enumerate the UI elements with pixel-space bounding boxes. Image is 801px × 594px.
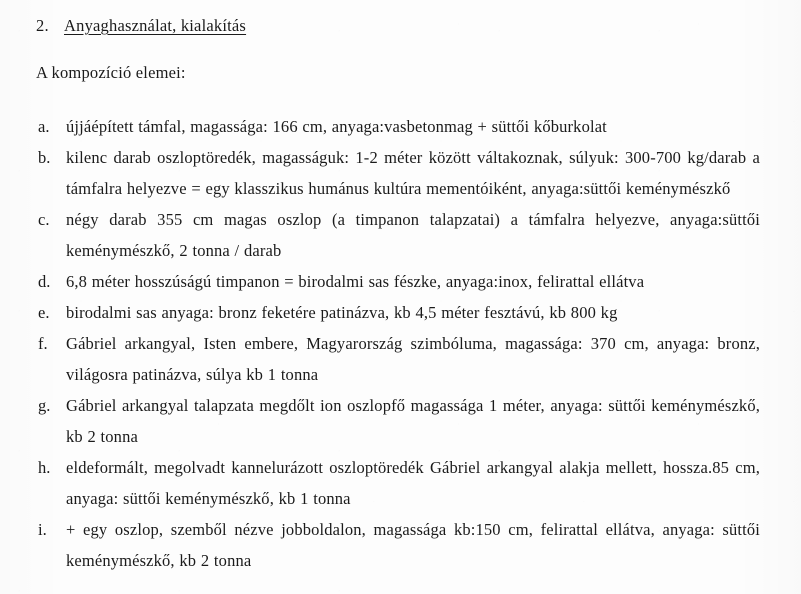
document-content bbox=[36, 12, 760, 576]
list-item-marker: b. bbox=[38, 148, 51, 167]
list-item bbox=[36, 390, 760, 452]
list-item-text: négy darab 355 cm magas oszlop (a timpanon talapzatai) a támfalra helyezve, anyaga:süttői keménymészkő, 2 tonna / darab bbox=[66, 210, 760, 260]
section-title: Anyaghasználat, kialakítás bbox=[64, 16, 247, 35]
list-item bbox=[36, 328, 760, 390]
section-heading bbox=[36, 12, 760, 40]
list-item bbox=[36, 297, 760, 328]
list-item-marker: g. bbox=[38, 396, 51, 415]
list-item-marker: i. bbox=[38, 520, 47, 539]
list-item bbox=[36, 204, 760, 266]
list-item bbox=[36, 142, 760, 204]
composition-element-list bbox=[36, 111, 760, 576]
list-item-text: újjáépített támfal, magassága: 166 cm, anyaga:vasbetonmag + süttői kőburkolat bbox=[66, 117, 607, 136]
intro-paragraph: A kompozíció elemei: bbox=[36, 63, 186, 82]
list-item-text: Gábriel arkangyal talapzata megdőlt ion oszlopfő magassága 1 méter, anyaga: süttői keménymészkő, kb 2 tonna bbox=[66, 396, 760, 446]
list-item-marker: e. bbox=[38, 303, 50, 322]
list-item-marker: c. bbox=[38, 210, 50, 229]
list-item bbox=[36, 514, 760, 576]
list-item bbox=[36, 452, 760, 514]
list-item bbox=[36, 266, 760, 297]
list-item-text: kilenc darab oszloptöredék, magasságuk: 1-2 méter között váltakoznak, súlyuk: 300-700 kg/darab a támfalra helyezve = egy klasszikus humánus kultúra mementóiként, anyaga:süttői keménymészkő bbox=[66, 148, 760, 198]
list-item-text: birodalmi sas anyaga: bronz feketére patinázva, kb 4,5 méter fesztávú, kb 800 kg bbox=[66, 303, 618, 322]
list-item-marker: a. bbox=[38, 117, 50, 136]
section-number: 2. bbox=[36, 16, 49, 35]
list-item-text: + egy oszlop, szemből nézve jobboldalon, magassága kb:150 cm, felirattal ellátva, anyaga: süttői keménymészkő, kb 2 tonna bbox=[66, 520, 760, 570]
list-item-marker: h. bbox=[38, 458, 51, 477]
list-item bbox=[36, 111, 760, 142]
list-item-marker: f. bbox=[38, 334, 48, 353]
list-item-text: 6,8 méter hosszúságú timpanon = birodalmi sas fészke, anyaga:inox, felirattal ellátva bbox=[66, 272, 645, 291]
list-item-text: Gábriel arkangyal, Isten embere, Magyarország szimbóluma, magassága: 370 cm, anyaga: bronz, világosra patinázva, súlya kb 1 tonna bbox=[66, 334, 760, 384]
list-item-marker: d. bbox=[38, 272, 51, 291]
list-item-text: eldeformált, megolvadt kannelurázott oszloptöredék Gábriel arkangyal alakja mellett, hossza.85 cm, anyaga: süttői keménymészkő, kb 1 tonna bbox=[66, 458, 760, 508]
